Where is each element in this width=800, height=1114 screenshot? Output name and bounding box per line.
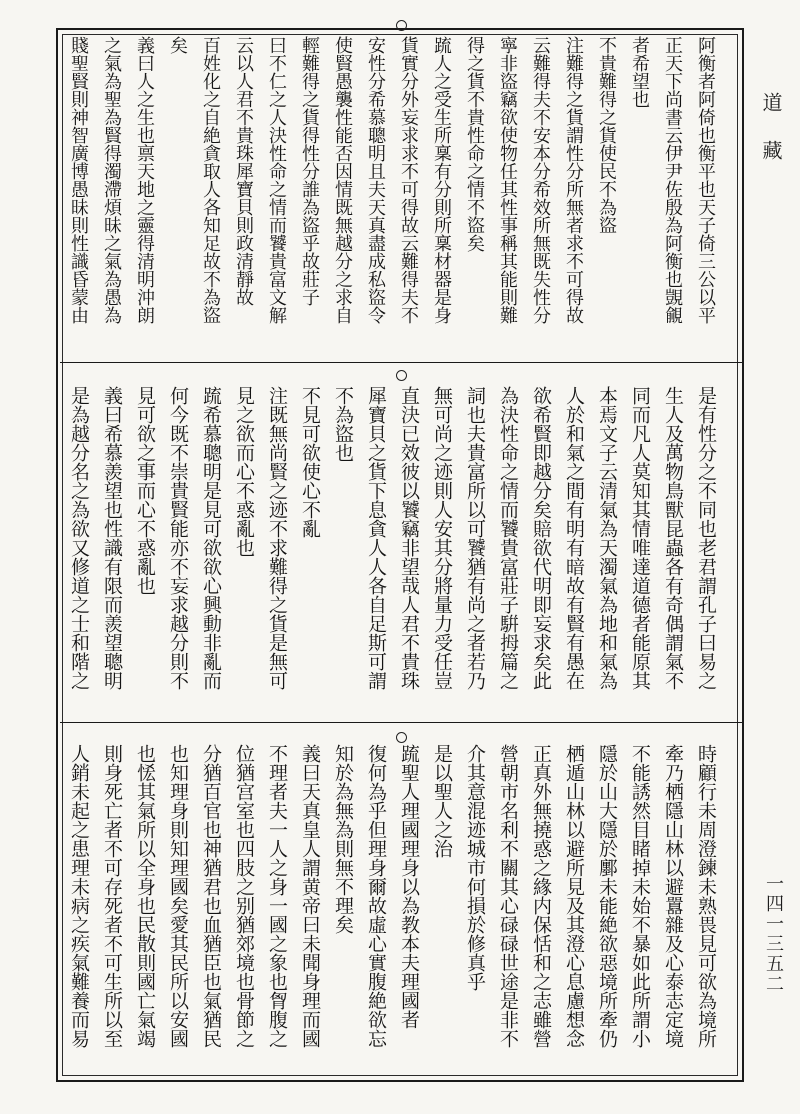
text-column: 欲希賢即越分矣賠欲代明即妄求矣此	[530, 386, 552, 690]
text-column: 隱於山大隱於鄽未能絶欲惡境所牽仍	[596, 744, 618, 1048]
text-column: 云以人君不貴珠犀寶貝則政清靜故	[233, 36, 254, 306]
text-column: 得之貨不貴性命之情不盜矣	[464, 36, 485, 252]
text-column: 安性分希慕聰明且夫天真盡成私盜令	[365, 36, 386, 324]
text-column: 不為盜也	[332, 386, 354, 462]
text-column: 時顧行未周澄鍊未熟畏見可欲為境所	[695, 744, 717, 1048]
text-column: 也恡其氣所以全身也民散則國亡氣竭	[134, 744, 156, 1048]
text-column: 知於為無為則無不理矣	[332, 744, 354, 934]
text-column: 䟽希慕聰明是見可欲欲心興動非亂而	[200, 386, 222, 690]
text-column: 云難得夫不安本分希效所無既失性分	[530, 36, 551, 324]
text-column: 者希望也	[629, 36, 650, 108]
text-column: 賤聖賢則神智廣博愚昧則性識昏蒙由	[68, 36, 89, 324]
text-column: 位猶宫室也四肢之别猶郊境也骨節之	[233, 744, 255, 1048]
text-column: 之氣為聖為賢得濁滯煩昧之氣為愚為	[101, 36, 122, 324]
text-column: 不貴難得之貨使民不為盜	[596, 36, 617, 234]
text-column: 為決性命之情而饕貴富莊子騈拇篇之	[497, 386, 519, 690]
text-column: 不理者夫一人之身一國之象也胷腹之	[266, 744, 288, 1048]
text-column: 詞也夫貴富所以可饕猶有尚之者若乃	[464, 386, 486, 690]
text-column: 注既無尚賢之迹不求難得之貨是無可	[266, 386, 288, 690]
text-column: 貨實分外妄求求不可得故云難得夫不	[398, 36, 419, 324]
panel-divider-1	[60, 362, 744, 363]
text-column: 牽乃栖隱山林以避囂雜及心泰志定境	[662, 744, 684, 1048]
folio-number: 一四一三五二	[763, 874, 784, 994]
text-column: 不能誘然目睹掉未始不暴如此所謂小	[629, 744, 651, 1048]
text-column: 百姓化之自絶貪取人各知足故不為盜	[200, 36, 221, 324]
text-column: 正天下尚書云伊尹佐殷為阿衡也覬覦	[662, 36, 683, 324]
text-column: 同而凡人莫知其情唯達道德者能原其	[629, 386, 651, 690]
section-marker-3	[396, 732, 407, 743]
text-panel-middle	[62, 386, 722, 716]
text-column: 分猶百官也神猶君也血猶臣也氣猶民	[200, 744, 222, 1048]
text-column: 本焉文子云清氣為天濁氣為地和氣為	[596, 386, 618, 690]
section-marker-2	[396, 370, 407, 381]
text-column: 是有性分之不同也老君謂孔子曰易之	[695, 386, 717, 690]
section-marker-1	[396, 20, 407, 31]
text-column: 阿衡者阿倚也衡平也天子倚三公以平	[695, 36, 716, 324]
text-column: 復何為乎但理身爾故虛心實腹絶欲忘	[365, 744, 387, 1048]
text-column: 是為越分名之為欲又修道之士和階之	[68, 386, 90, 690]
text-panel-bottom	[62, 744, 722, 1072]
text-column: 不見可欲使心不亂	[299, 386, 321, 538]
text-column: 何今既不崇貴賢能亦不妄求越分則不	[167, 386, 189, 690]
text-column: 營朝市名利不關其心碌碌世途是非不	[497, 744, 519, 1048]
panel-divider-2	[60, 722, 744, 723]
text-column: 矣	[167, 36, 188, 54]
text-column: 義曰人之生也禀天地之靈得清明沖朗	[134, 36, 155, 324]
text-column: 見之欲而心不惑亂也	[233, 386, 255, 557]
text-column: 寧非盜竊欲使物任其性事稱其能則難	[497, 36, 518, 324]
text-panel-top	[62, 36, 722, 358]
text-column: 人於和氣之間有明有暗故有賢有愚在	[563, 386, 585, 690]
text-column: 栖遁山林以避所見及其澄心息慮想念	[563, 744, 585, 1048]
text-column: 䟽人之受生所稟有分則所稟材器是身	[431, 36, 452, 324]
text-column: 直決已效彼以饕竊非望哉人君不貴珠	[398, 386, 420, 690]
text-column: 䟽聖人理國理身以為教本夫理國者	[398, 744, 420, 1029]
text-column: 輕難得之貨得性分誰為盜乎故莊子	[299, 36, 320, 306]
text-column: 正真外無撓惑之緣内保恬和之志雖營	[530, 744, 552, 1048]
text-column: 見可欲之事而心不惑亂也	[134, 386, 156, 595]
text-column: 犀寶貝之貨下息貪人人各自足斯可謂	[365, 386, 387, 690]
text-column: 無可尚之迹則人安其分將量力受任豈	[431, 386, 453, 690]
collection-mark: 道藏	[759, 92, 783, 188]
text-column: 介其意混迹城市何損於修真乎	[464, 744, 486, 991]
text-column: 使賢愚襲性能否因情既無越分之求自	[332, 36, 353, 324]
text-column: 也知理身則知理國矣愛其民所以安國	[167, 744, 189, 1048]
text-column: 義曰天真皇人謂黄帝曰未聞身理而國	[299, 744, 321, 1048]
text-column: 曰不仁之人決性命之情而饕貴富文解	[266, 36, 287, 324]
text-column: 注難得之貨謂性分所無者求不可得故	[563, 36, 584, 324]
text-column: 則身死亡者不可存死者不可生所以至	[101, 744, 123, 1048]
text-column: 生人及萬物鳥獸昆蟲各有奇偶謂氣不	[662, 386, 684, 690]
text-column: 義曰希慕羨望也性識有限而羨望聰明	[101, 386, 123, 690]
text-column: 是以聖人之治	[431, 744, 453, 858]
text-column: 人銷未起之患理未病之疾氣難養而易	[68, 744, 90, 1048]
